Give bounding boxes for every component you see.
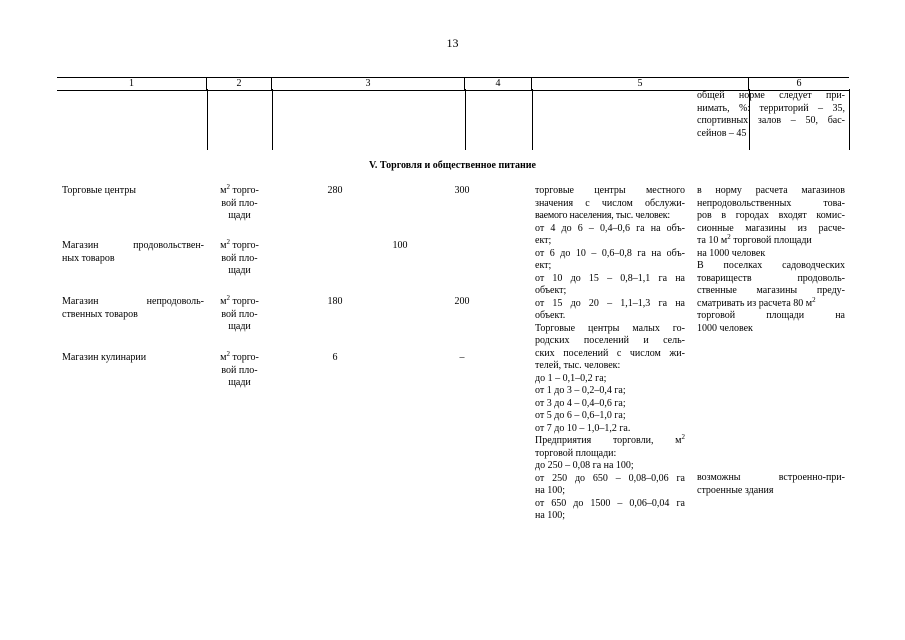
column-6-text: в норму расчета магазинов непродовольственных това- ров в городах входят комис- сионные магазины из расче- та 10 $м^2$ торговой площади на 1000 человек В поселках садоводческих товариществ продоволь- ственные магазины преду- сматривать из расчета 80 $м^2$ торговой площади на 1000 человек bbox=[697, 185, 845, 334]
text-line: общей норме следует при- bbox=[697, 90, 845, 101]
section-title: V. Торговля и общественное питание bbox=[369, 160, 536, 171]
row-name: Магазин продовольствен- ных товаров bbox=[62, 240, 204, 264]
row-value-1: 280 bbox=[327, 185, 343, 196]
column-5-text: торговые центры местного значения с числом обслужи- ваемого населения, тыс. человек: от 4 до 6 – 0,4–0,6 га на объ- ект; от 6 до 10 – 0,6–0,8 га на объ- ект; от 10 до 15 – 0,8–1,1 га на объект; от 15 до 20 – 1,1–1,3 га на объект. Торговые центры малых го- родских поселений и сель- ских поселений с числом жи- телей, тыс. человек: до 1 – 0,1–0,2 га; от 1 до 3 – 0,2–0,4 га; от 3 до 4 – 0,4–0,6 га; от 5 до 6 – 0,6–1,0 га; от 7 до 10 – 1,0–1,2 га. Предприятия торговли, $м^2$ торговой площади: до 250 – 0,08 га на 100; от 250 до 650 – 0,08–0,06 га на 100; от 650 до 1500 – 0,06–0,04 га на 100; bbox=[535, 185, 685, 521]
text-line: нимать, %: территорий – 35, bbox=[697, 102, 845, 114]
row-value-1: 6 bbox=[332, 352, 338, 363]
row-value-1: 100 bbox=[392, 240, 408, 251]
row-unit: $м^2$ торго- вой пло- щади bbox=[220, 294, 259, 332]
row-value-1: 180 bbox=[327, 296, 343, 307]
row-value-2: – bbox=[459, 352, 465, 363]
column-divider bbox=[207, 89, 208, 150]
header-col-1: 1 bbox=[57, 78, 207, 90]
header-col-4: 4 bbox=[465, 78, 532, 90]
text-line: спортивных залов – 50, бас- bbox=[697, 115, 845, 126]
row-unit: $м^2$ торго- вой пло- щади bbox=[220, 238, 259, 276]
header-col-6: 6 bbox=[796, 78, 802, 89]
row-value-2: 300 bbox=[454, 185, 470, 196]
column-6-note: возможны встроенно-при- строенные здания bbox=[697, 472, 845, 496]
column-divider bbox=[849, 89, 850, 150]
row-name: Торговые центры bbox=[62, 185, 136, 196]
row-value-2: 200 bbox=[454, 296, 470, 307]
continuation-text bbox=[697, 90, 845, 140]
row-name: Магазин кулинарии bbox=[62, 352, 147, 363]
text-line: сейнов – 45 bbox=[697, 127, 747, 139]
column-divider bbox=[272, 89, 273, 150]
column-divider bbox=[465, 89, 466, 150]
row-unit: $м^2$ торго- вой пло- щади bbox=[220, 183, 259, 221]
page-number: 13 bbox=[446, 36, 459, 50]
header-col-3: 3 bbox=[272, 78, 465, 90]
row-unit: $м^2$ торго- вой пло- щади bbox=[220, 350, 259, 388]
table-header-row bbox=[57, 77, 849, 91]
column-divider bbox=[532, 89, 533, 150]
header-col-2: 2 bbox=[207, 78, 272, 90]
row-name: Магазин непродоволь- ственных товаров bbox=[62, 296, 204, 320]
header-col-5: 5 bbox=[532, 78, 749, 90]
